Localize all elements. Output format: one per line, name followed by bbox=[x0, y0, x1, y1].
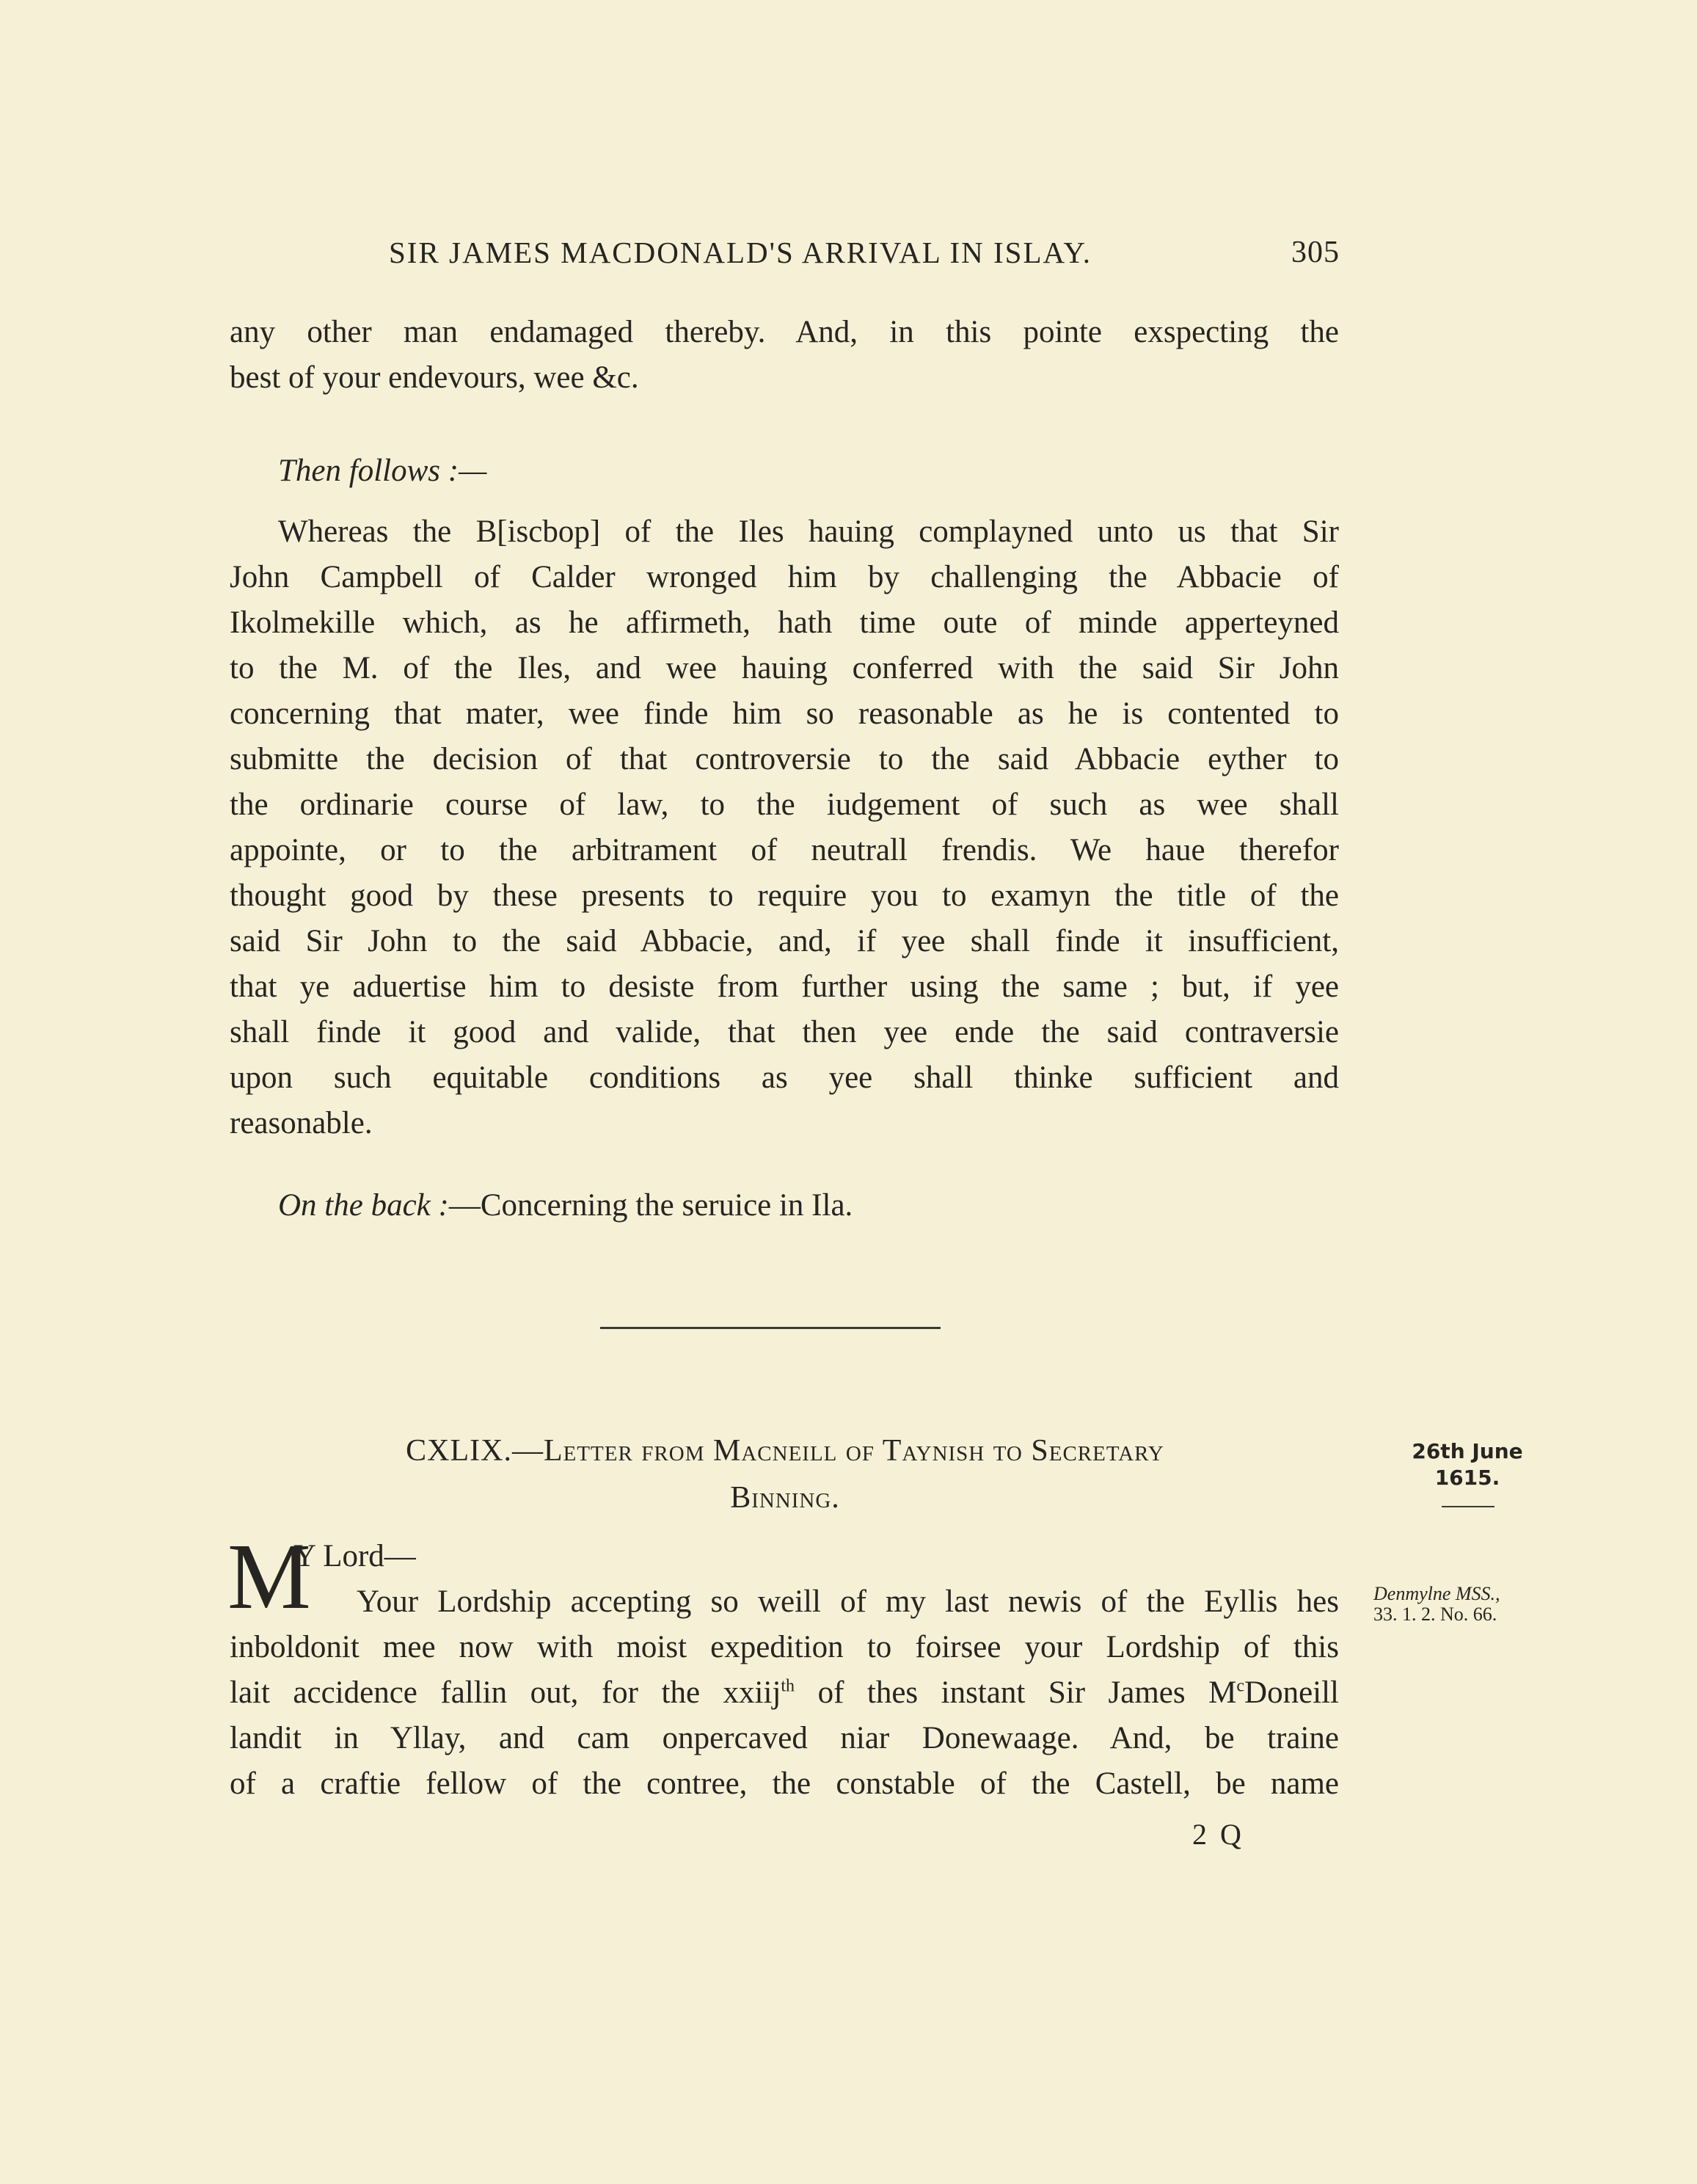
paragraph-continuation bbox=[230, 310, 1339, 401]
text-line: Whereas the B[iscbop] of the Iles hauing complayned unto us that Sir bbox=[278, 514, 1339, 549]
text-fragment: of thes instant Sir James M bbox=[795, 1675, 1237, 1710]
text-line: John Campbell of Calder wronged him by challenging the Abbacie of bbox=[230, 560, 1339, 594]
margin-source-title: Denmylne MSS., bbox=[1373, 1583, 1500, 1604]
text-line: that ye aduertise him to desiste from further using the same ; but, if yee bbox=[230, 969, 1339, 1004]
running-header bbox=[232, 235, 1340, 276]
then-follows-heading bbox=[230, 448, 1339, 494]
text-line: thought good by these presents to require you to examyn the title of the bbox=[230, 878, 1339, 913]
paragraph-whereas bbox=[230, 509, 1339, 1146]
on-the-back-note bbox=[230, 1183, 1339, 1228]
text-line bbox=[230, 1183, 1339, 1228]
text-line: landit in Yllay, and cam onpercaved niar Donewaage. And, be traine bbox=[230, 1721, 1339, 1755]
text-line: inboldonit mee now with moist expedition to foirsee your Lordship of this bbox=[230, 1630, 1339, 1664]
text-fragment: lait accidence fallin out, for the xxiij bbox=[230, 1675, 781, 1710]
text-line: submitte the decision of that controversie to the said Abbacie eyther to bbox=[230, 742, 1339, 776]
letter-body bbox=[230, 1579, 1339, 1807]
section-title-line-1 bbox=[264, 1427, 1306, 1474]
margin-source-ref: 33. 1. 2. No. 66. bbox=[1373, 1604, 1497, 1625]
text-line: said Sir John to the said Abbacie, and, if yee shall finde it insufficient, bbox=[230, 924, 1339, 958]
text-line: concerning that mater, wee finde him so reasonable as he is contented to bbox=[230, 696, 1339, 731]
margin-rule bbox=[1442, 1506, 1495, 1507]
signature-mark: 2 Q bbox=[1192, 1818, 1244, 1851]
letter-greeting: Y Lord— bbox=[293, 1539, 416, 1573]
running-header-title: SIR JAMES MACDONALD'S ARRIVAL IN ISLAY. bbox=[389, 236, 1092, 269]
superscript: th bbox=[781, 1676, 795, 1696]
text-fragment: Doneill bbox=[1244, 1675, 1339, 1710]
margin-source bbox=[1373, 1584, 1550, 1625]
drop-cap: M bbox=[227, 1524, 311, 1628]
section-title-text: Letter from Macneill of Taynish to Secretary bbox=[543, 1434, 1164, 1468]
then-follows-label: Then follows :— bbox=[278, 454, 487, 488]
on-the-back-label: On the back : bbox=[278, 1188, 449, 1223]
text-line: upon such equitable conditions as yee shall thinke sufficient and bbox=[230, 1060, 1339, 1095]
text-line: Ikolmekille which, as he affirmeth, hath time oute of minde apperteyned bbox=[230, 605, 1339, 640]
text-line: reasonable. bbox=[230, 1106, 373, 1140]
section-title-line-2: Binning. bbox=[730, 1481, 840, 1515]
text-line: of a craftie fellow of the contree, the constable of the Castell, be name bbox=[230, 1766, 1339, 1801]
text-line: to the M. of the Iles, and wee hauing conferred with the said Sir John bbox=[230, 651, 1339, 685]
page-number: 305 bbox=[1291, 236, 1340, 269]
text-line: best of your endevours, wee &c. bbox=[230, 360, 639, 395]
section-divider bbox=[600, 1327, 941, 1329]
margin-date-year: 1615. bbox=[1434, 1466, 1500, 1490]
margin-date bbox=[1390, 1438, 1544, 1491]
text-line: shall finde it good and valide, that then yee ende the said contraversie bbox=[230, 1015, 1339, 1049]
superscript: c bbox=[1236, 1676, 1245, 1696]
margin-date-day: 26th June bbox=[1412, 1439, 1523, 1463]
section-title bbox=[264, 1427, 1306, 1521]
on-the-back-text: —Concerning the seruice in Ila. bbox=[448, 1188, 853, 1223]
text-line: the ordinarie course of law, to the iudgement of such as wee shall bbox=[230, 787, 1339, 822]
text-line: appointe, or to the arbitrament of neutrall frendis. We haue therefor bbox=[230, 833, 1339, 867]
text-line: Your Lordship accepting so weill of my last newis of the Eyllis hes bbox=[357, 1584, 1339, 1619]
section-number: CXLIX.— bbox=[406, 1434, 544, 1468]
text-line: any other man endamaged thereby. And, in this pointe exspecting the bbox=[230, 315, 1339, 349]
text-line bbox=[230, 1670, 1339, 1716]
